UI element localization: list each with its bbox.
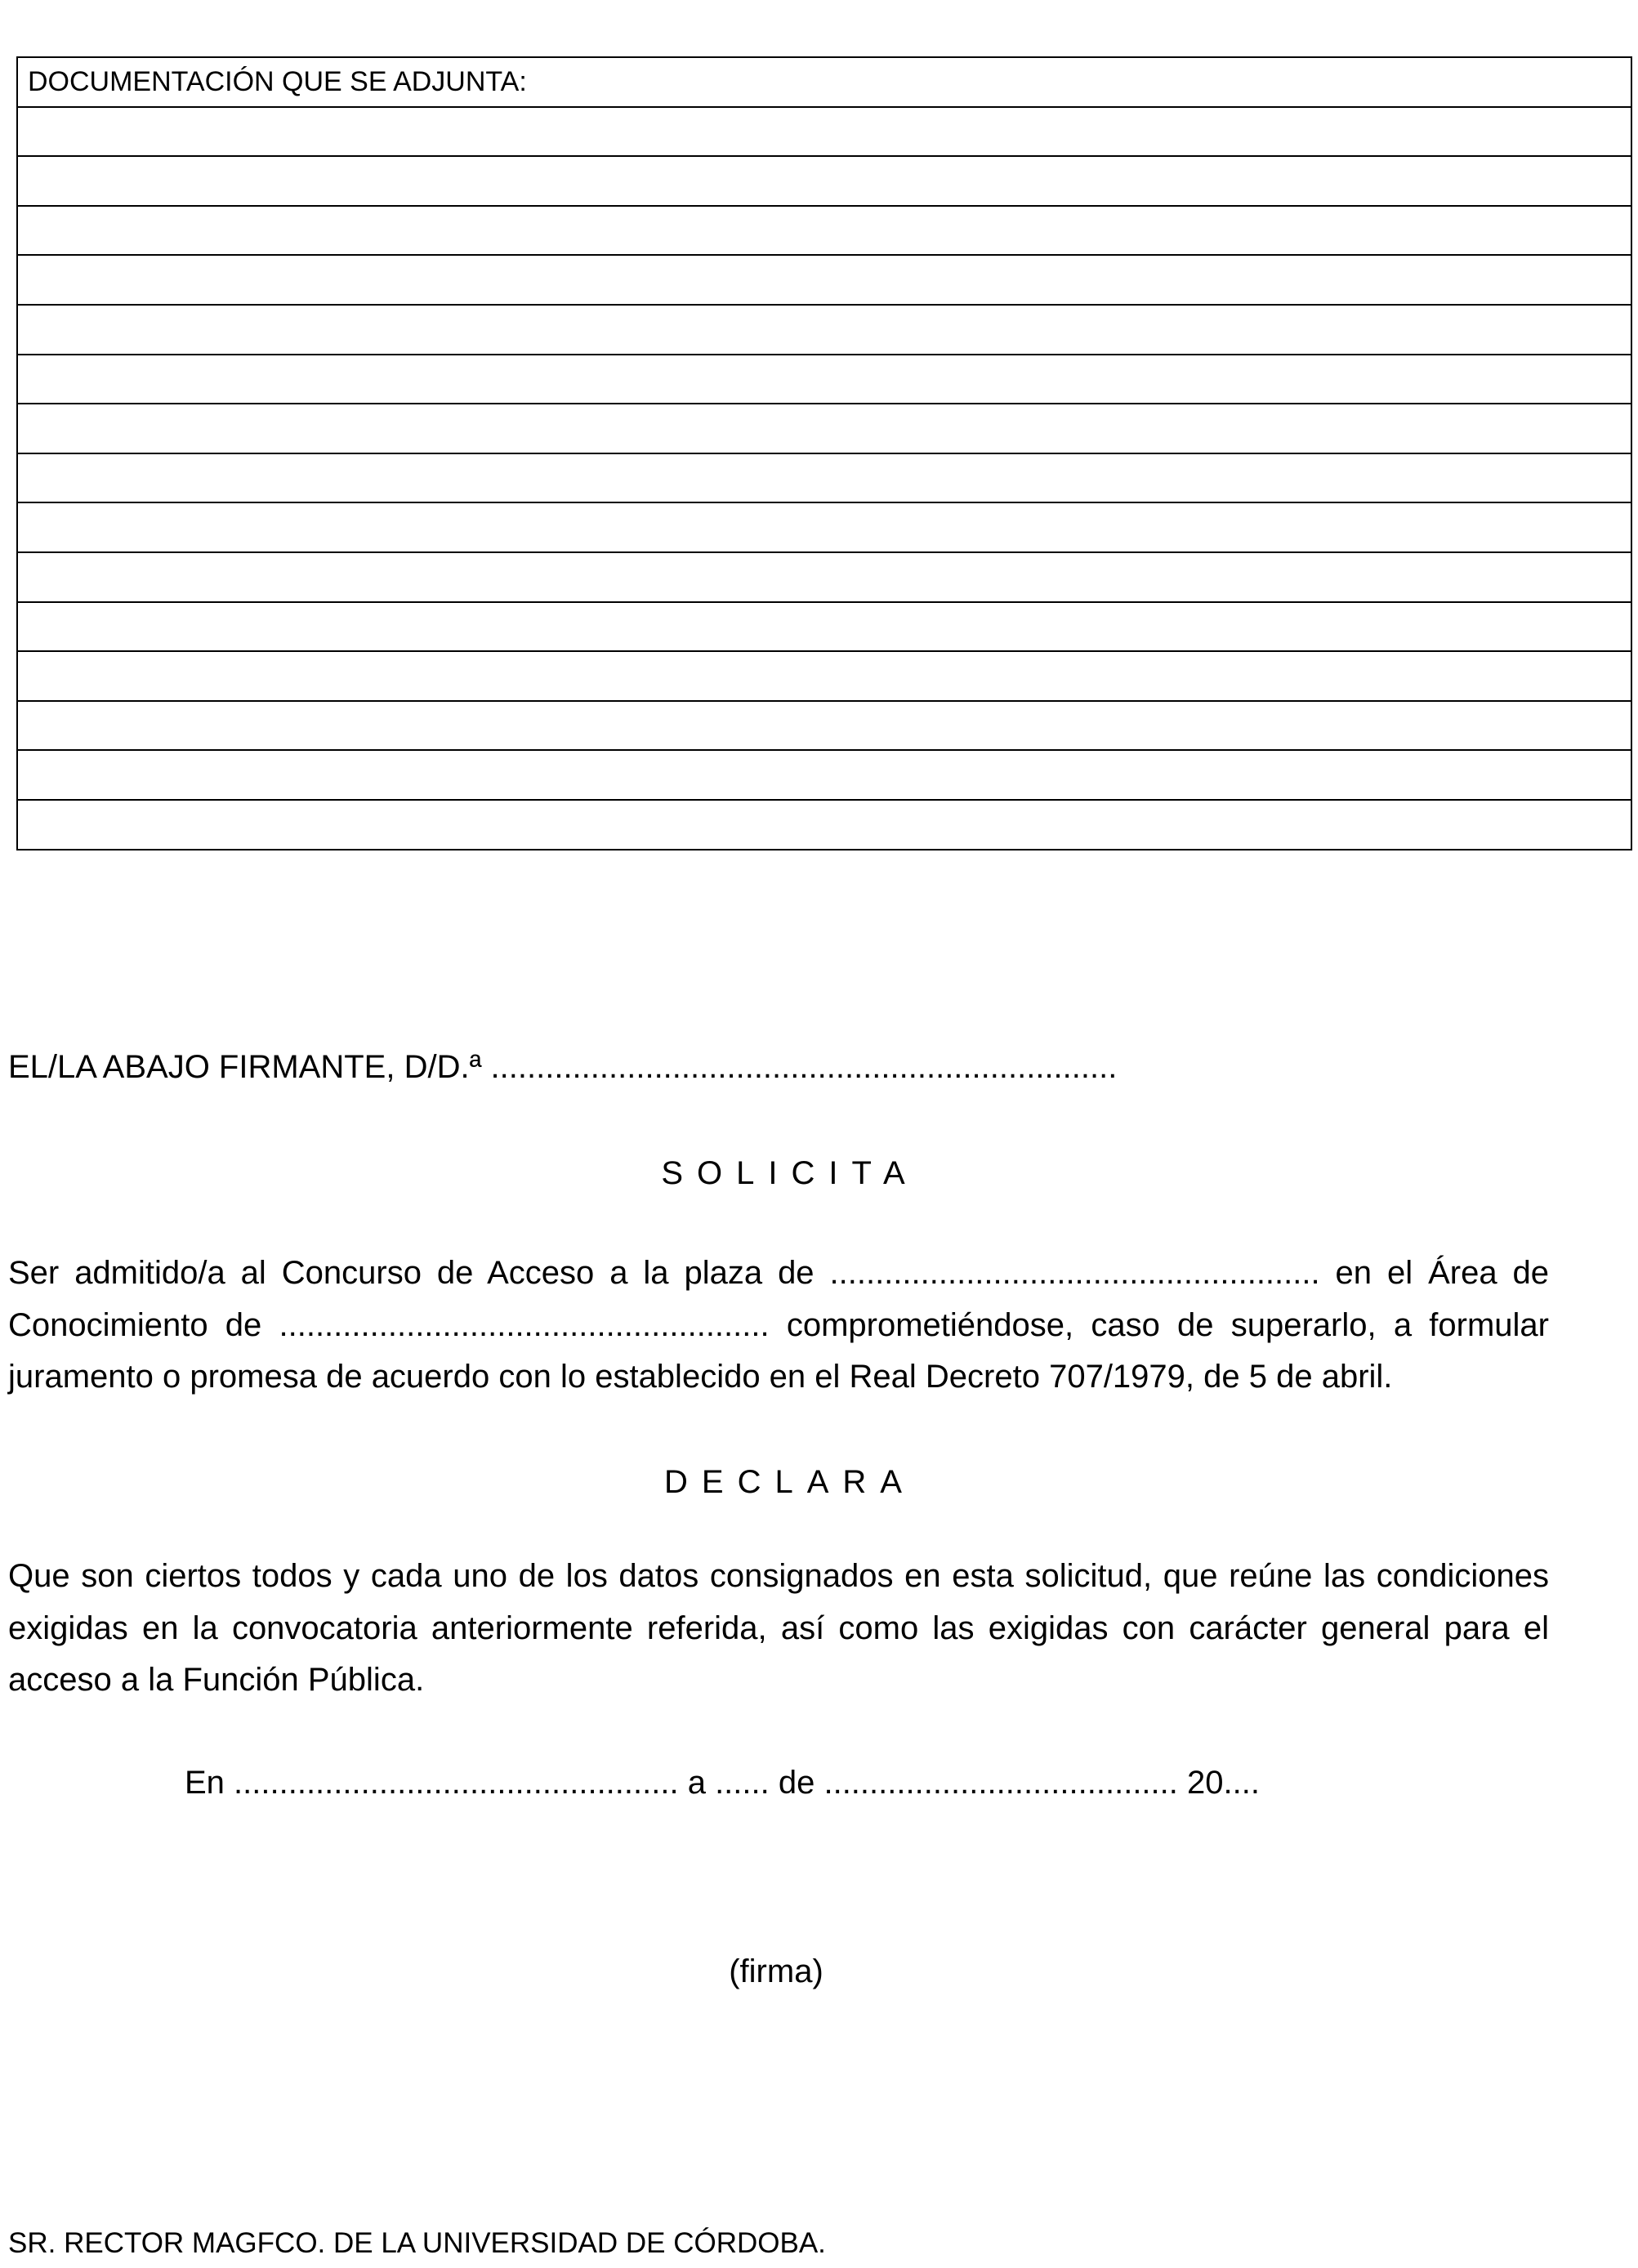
document-entry-line[interactable]	[17, 602, 1631, 652]
signatory-name-blank[interactable]: .....................................................................	[490, 1049, 1118, 1085]
addressee-line: SR. RECTOR MAGFCO. DE LA UNIVERSIDAD DE CÓRDOBA.	[8, 2227, 826, 2259]
document-entry-line[interactable]	[17, 701, 1631, 751]
table-row	[17, 800, 1631, 850]
declaration-heading: DECLARA	[664, 1464, 916, 1500]
document-entry-line[interactable]	[17, 156, 1631, 206]
table-header-row	[17, 57, 1631, 107]
table-row	[17, 156, 1631, 206]
table-row	[17, 552, 1631, 602]
document-entry-line[interactable]	[17, 453, 1631, 503]
signature-label: (firma)	[729, 1953, 823, 1989]
request-paragraph: Ser admitido/a al Concurso de Acceso a la plaza de ...................................................... en el Área de Conocimiento de ...................................................... comprometiéndose, caso de superarlo, a formular juramento o promesa de acuerdo con lo establecido en el Real Decreto 707/1979, de 5 de abril.	[8, 1255, 1549, 1395]
signatory-label: EL/LA ABAJO FIRMANTE, D/D.ª	[8, 1049, 482, 1085]
document-entry-line[interactable]	[17, 107, 1631, 157]
table-row	[17, 355, 1631, 404]
place-date-line[interactable]: En ................................................. a ...... de ....................................... 20....	[185, 1765, 1260, 1801]
signatory-line	[8, 1051, 1117, 1083]
table-row	[17, 255, 1631, 305]
document-entry-line[interactable]	[17, 651, 1631, 701]
document-entry-line[interactable]	[17, 206, 1631, 256]
table-row	[17, 206, 1631, 256]
document-entry-line[interactable]	[17, 404, 1631, 453]
table-row	[17, 651, 1631, 701]
attached-documents-table	[16, 56, 1632, 850]
table-row	[17, 701, 1631, 751]
declaration-paragraph: Que son ciertos todos y cada uno de los datos consignados en esta solicitud, que reúne las condiciones exigidas en la convocatoria anteriormente referida, así como las exigidas con carácter general para el acceso a la Función Pública.	[8, 1558, 1549, 1698]
document-entry-line[interactable]	[17, 305, 1631, 355]
table-row	[17, 305, 1631, 355]
table-row	[17, 404, 1631, 453]
table-row	[17, 602, 1631, 652]
document-entry-line[interactable]	[17, 255, 1631, 305]
document-entry-line[interactable]	[17, 355, 1631, 404]
request-heading: SOLICITA	[661, 1155, 919, 1191]
table-row	[17, 107, 1631, 157]
table-row	[17, 502, 1631, 552]
document-entry-line[interactable]	[17, 800, 1631, 850]
table-row	[17, 750, 1631, 800]
document-entry-line[interactable]	[17, 502, 1631, 552]
attached-documents-header: DOCUMENTACIÓN QUE SE ADJUNTA:	[17, 57, 1631, 107]
document-entry-line[interactable]	[17, 552, 1631, 602]
document-entry-line[interactable]	[17, 750, 1631, 800]
table-row	[17, 453, 1631, 503]
